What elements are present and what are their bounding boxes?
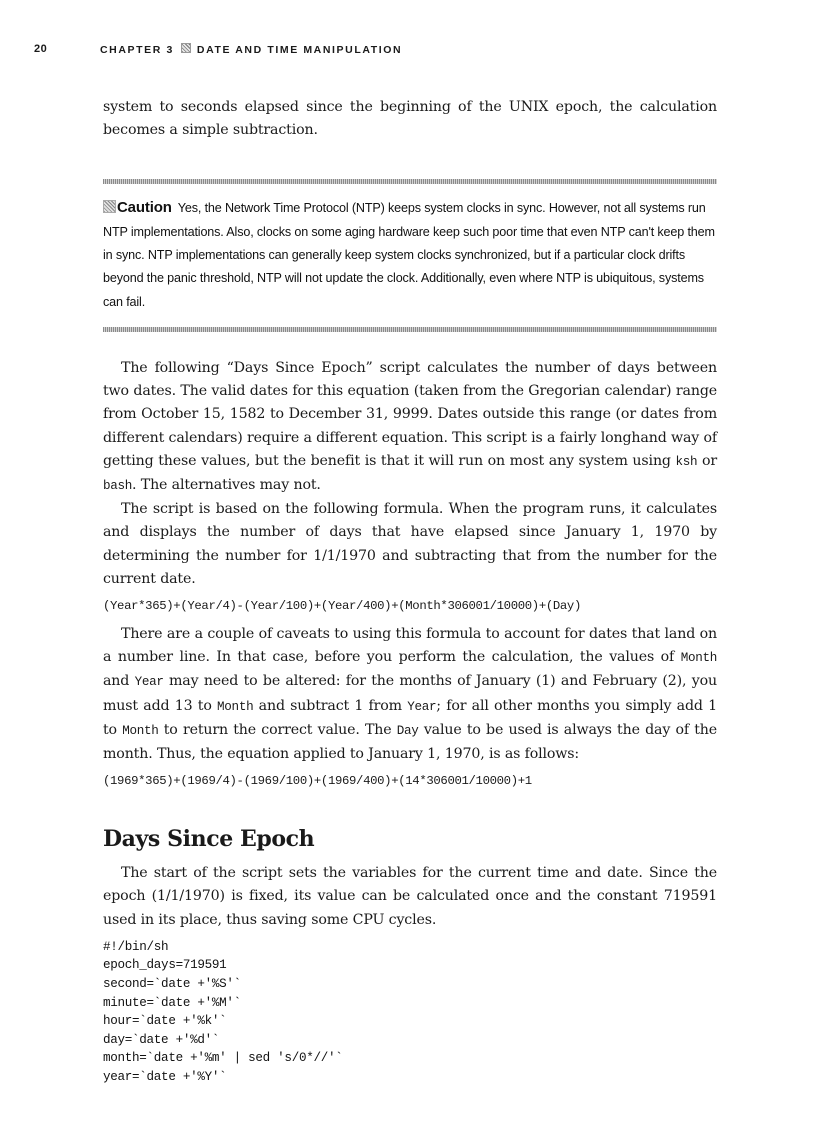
- code-line: second=`date +'%S'`: [103, 976, 241, 991]
- code-line: month=`date +'%m' | sed 's/0*//'`: [103, 1051, 343, 1066]
- inline-code-year: Year: [134, 675, 164, 690]
- text-span: . The alternatives may not.: [132, 476, 321, 493]
- text-span: to return the correct value. The: [158, 721, 397, 738]
- text-span: There are a couple of caveats to using this formula to account for dates that land on a number line. In that case, before you perform the calculation, the values of: [103, 625, 717, 666]
- page-body: [103, 96, 717, 1087]
- code-line: year=`date +'%Y'`: [103, 1069, 227, 1084]
- text-span: may need to be altered: for the months of January (1) and February (2), you must add 13 to: [103, 673, 717, 714]
- square-bullet-icon: [181, 43, 191, 53]
- paragraph-days-since-epoch-intro: [103, 357, 717, 498]
- paragraph-caveats: [103, 623, 717, 766]
- text-span: ; for all other months you simply add 1 to: [103, 697, 717, 738]
- paragraph-formula-intro: The script is based on the following formula. When the program runs, it calculates and displays the number of days that have elapsed since January 1, 1970 by determining the number for 1/1/1970 and subtracting that from the number for the current date.: [103, 501, 717, 587]
- section-heading: Days Since Epoch: [103, 826, 315, 853]
- caution-bottom-rule: [103, 327, 717, 332]
- page-number: 20: [34, 43, 48, 55]
- inline-code-bash: bash: [103, 478, 133, 493]
- caution-body: Yes, the Network Time Protocol (NTP) keeps system clocks in sync. However, not all systems run NTP implementations. Also, clocks on some aging hardware keep such poor time that even NTP can't keep them in sync. NTP implementations can generally keep system clocks synchronized, but if a particular clock drifts beyond the panic threshold, NTP will not update the clock. Additionally, even where NTP is ubiquitous, systems can fail.: [103, 201, 715, 309]
- chapter-title: DATE AND TIME MANIPULATION: [196, 44, 403, 56]
- caution-square-icon: [103, 200, 116, 213]
- inline-code-day: Day: [396, 723, 419, 738]
- inline-code-ksh: ksh: [675, 454, 698, 469]
- formula-generic: (Year*365)+(Year/4)-(Year/100)+(Year/400)+(Month*306001/10000)+(Day): [103, 598, 581, 613]
- chapter-heading: [100, 43, 402, 56]
- caution-top-rule: [103, 179, 717, 184]
- text-span: or: [697, 452, 717, 469]
- inline-code-month: Month: [680, 651, 717, 666]
- inline-code-month: Month: [122, 723, 159, 738]
- code-line: hour=`date +'%k'`: [103, 1014, 227, 1029]
- caution-text-block: [103, 196, 717, 313]
- intro-paragraph: system to seconds elapsed since the beginning of the UNIX epoch, the calculation becomes a simple subtraction.: [103, 99, 717, 139]
- text-span: The following “Days Since Epoch” script calculates the number of days between two dates. The valid dates for this equation (taken from the Gregorian calendar) range from October 15, 1582 to December 31, 9999. Dates outside this range (or dates from different calendars) require a different equation. This script is a fairly longhand way of getting these values, but the benefit is that it will run on most any system using: [103, 359, 718, 469]
- inline-code-year: Year: [407, 699, 437, 714]
- text-span: value to be used is always the day of the month. Thus, the equation applied to January 1, 1970, is as follows:: [103, 721, 717, 762]
- code-line: #!/bin/sh: [103, 939, 169, 954]
- code-line: minute=`date +'%M'`: [103, 995, 241, 1010]
- paragraph-script-start: The start of the script sets the variables for the current time and date. Since the epoch (1/1/1970) is fixed, its value can be calculated once and the constant 719591 used in its place, thus saving some CPU cycles.: [103, 865, 717, 928]
- running-header: [0, 43, 816, 57]
- caution-label: Caution: [117, 199, 172, 217]
- caution-box: [103, 179, 717, 331]
- code-listing: [103, 938, 717, 1087]
- code-line: day=`date +'%d'`: [103, 1032, 220, 1047]
- inline-code-month: Month: [217, 699, 254, 714]
- code-line: epoch_days=719591: [103, 958, 227, 973]
- formula-jan-1-1970: (1969*365)+(1969/4)-(1969/100)+(1969/400)+(14*306001/10000)+1: [103, 774, 532, 789]
- chapter-label: CHAPTER 3: [100, 44, 174, 56]
- text-span: and: [103, 673, 135, 690]
- text-span: and subtract 1 from: [253, 697, 408, 714]
